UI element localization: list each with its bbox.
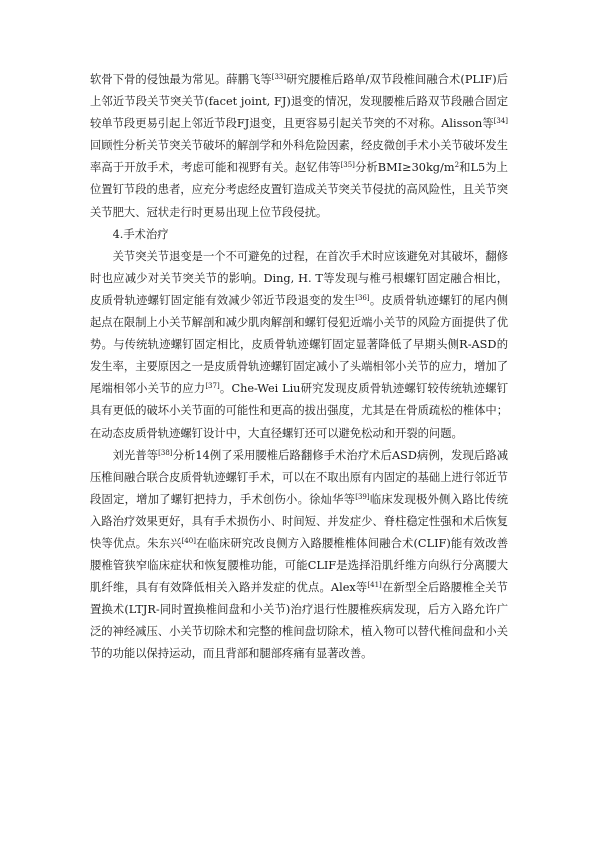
text-run: 刘光普等 — [112, 448, 159, 462]
section-heading — [90, 224, 508, 246]
citation-ref: [40] — [181, 536, 196, 545]
paragraph-surgery-1 — [90, 246, 508, 445]
text-run: 在临床研究改良侧方入路腰椎椎体间融合术(CLIF)能有效改善腰椎管狭窄临床症状和恢复腰椎功能，可能CLIF是选择沿肌纤维方向纵行分离腰大肌纤维，具有有效降低相关入路并发症的优点。Alex等 — [90, 536, 508, 595]
paragraph-surgery-2 — [90, 445, 508, 666]
text-run: 分析BMI≥30kg/m — [354, 161, 455, 175]
citation-ref: [36] — [355, 293, 370, 302]
citation-ref: [33] — [271, 73, 287, 81]
citation-ref: [35] — [340, 161, 355, 170]
heading-text: 4.手术治疗 — [112, 227, 169, 241]
citation-ref: [41] — [367, 581, 382, 590]
text-run: 软骨下骨的侵蚀最为常见。薛鹏飞等 — [90, 73, 272, 86]
citation-ref: [34] — [493, 117, 509, 126]
citation-ref: [39] — [355, 492, 370, 501]
paragraph-intro — [90, 69, 508, 224]
citation-ref: [38] — [158, 448, 173, 457]
text-run: 。Che-Wei Liu研究发现皮质骨轨迹螺钉较传统轨迹螺钉具有更低的破坏小关节面的可能性和更高的拔出强度，尤其是在骨质疏松的椎体中；在动态皮质骨轨迹螺钉设计中，大直径螺钉还可以避免松动和开裂的问题。 — [90, 382, 508, 440]
text-run: 关节突关节退变是一个不可避免的过程，在首次手术时应该避免对其破坏，翻修时也应减少对关节突关节的影响。Ding, H. T等发现与椎弓根螺钉固定融合相比，皮质骨轨迹螺钉固定能有效减少邻近节段退变的发生 — [90, 249, 508, 307]
text-run: 临床发现极外侧入路比传统入路治疗效果更好，具有手术损伤小、时间短、并发症少、脊柱稳定性强和术后恢复快等优点。朱东兴 — [90, 492, 508, 550]
citation-ref: [37] — [205, 382, 220, 391]
text-run: 。皮质骨轨迹螺钉的尾内侧起点在限制上小关节解剖和减少肌肉解剖和螺钉侵犯近端小关节的风险方面提供了优势。与传统轨迹螺钉固定相比，皮质骨轨迹螺钉固定显著降低了早期头侧R-ASD的发生率，主要原因之一是皮质骨轨迹螺钉固定减小了头端相邻小关节的应力，增加了尾端相邻小关节的应力 — [90, 293, 508, 396]
text-run: 研究腰椎后路单/双节段椎间融合术(PLIF)后上邻近节段关节突关节(facet joint, FJ)退变的情况，发现腰椎后路双节段融合固定较单节段更易引起上邻近节段FJ退变，且更容易引起关节突的不对称。Alisson等 — [90, 73, 508, 131]
superscript-exponent: 2 — [454, 161, 460, 170]
text-run: 和L5为上位置钉节段的患者，应充分考虑经皮置钉造成关节突关节侵扰的高风险性，且关节突关节肥大、冠状走行时更易出现上位节段侵扰。 — [90, 161, 508, 219]
text-run: 回顾性分析关节突关节破坏的解剖学和外科危险因素，经皮微创手术小关节破坏发生率高于开放手术，考虑可能和视野有关。赵钇伟等 — [90, 139, 508, 175]
body-text — [90, 69, 508, 666]
text-run: 在新型全后路腰椎全关节置换术(LTJR-同时置换椎间盘和小关节)治疗退行性腰椎疾病发现，后方入路允许广泛的神经减压、小关节切除术和完整的椎间盘切除术，植入物可以替代椎间盘和小关节的功能以保持运动，而且背部和腿部疼痛有显著改善。 — [90, 581, 508, 661]
text-run: 分析14例了采用腰椎后路翻修手术治疗术后ASD病例，发现后路减压椎间融合联合皮质骨轨迹螺钉手术，可以在不取出原有内固定的基础上进行邻近节段固定，增加了螺钉把持力，手术创伤小。徐灿华等 — [90, 448, 508, 506]
